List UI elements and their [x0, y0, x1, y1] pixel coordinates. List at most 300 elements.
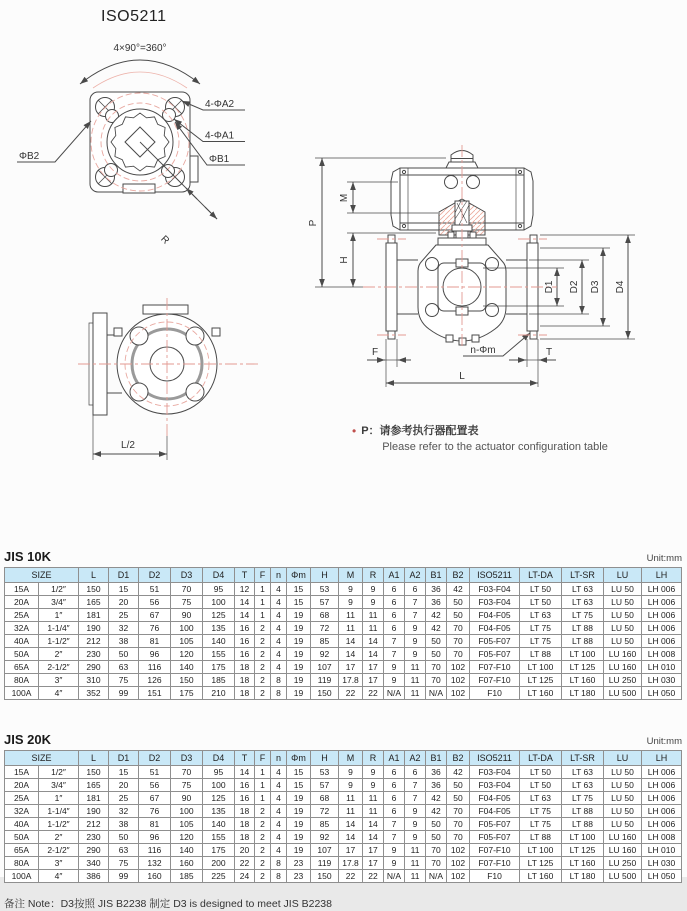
table-cell: 50A: [5, 648, 39, 661]
table-cell: 17: [363, 857, 384, 870]
table-cell: 25A: [5, 792, 39, 805]
table-cell: 42: [426, 609, 447, 622]
table-cell: 11: [405, 870, 426, 883]
table-row: [5, 661, 682, 674]
jis20k-table: [4, 750, 682, 883]
table-cell: 11: [405, 844, 426, 857]
table-cell: LT 63: [562, 596, 604, 609]
table-cell: 68: [311, 609, 339, 622]
table-cell: 125: [203, 792, 235, 805]
table-cell: 70: [426, 857, 447, 870]
table-cell: F03-F04: [470, 766, 520, 779]
column-header: R: [363, 568, 384, 583]
table-cell: 2-1/2″: [39, 661, 79, 674]
label-l-half: L/2: [121, 440, 135, 451]
table-cell: 20: [109, 779, 139, 792]
table-cell: 36: [426, 779, 447, 792]
table-cell: 2: [255, 805, 271, 818]
table-cell: 24: [235, 870, 255, 883]
table-cell: N/A: [384, 687, 405, 700]
table-cell: 181: [79, 609, 109, 622]
table-cell: 185: [203, 674, 235, 687]
label-phi-b1: ΦB1: [209, 154, 230, 165]
table-row: [5, 583, 682, 596]
table-cell: 99: [109, 870, 139, 883]
table-cell: LT 63: [562, 766, 604, 779]
table-cell: 11: [339, 622, 363, 635]
table-cell: LU 50: [604, 609, 642, 622]
table-cell: 4: [271, 622, 287, 635]
table-cell: 18: [235, 661, 255, 674]
table-cell: LT 63: [520, 792, 562, 805]
table-cell: LT 50: [520, 596, 562, 609]
table-cell: 19: [287, 648, 311, 661]
table-cell: 75: [109, 857, 139, 870]
table-cell: 57: [311, 596, 339, 609]
table-cell: 2″: [39, 648, 79, 661]
table-cell: 119: [311, 674, 339, 687]
table-cell: 6: [384, 805, 405, 818]
table-cell: F07-F10: [470, 674, 520, 687]
table-cell: 14: [339, 648, 363, 661]
table-cell: 11: [363, 622, 384, 635]
table-cell: 230: [79, 831, 109, 844]
table-cell: 119: [311, 857, 339, 870]
table-cell: 76: [139, 622, 171, 635]
column-header: L: [79, 751, 109, 766]
table-cell: 100A: [5, 870, 39, 883]
table-cell: 9: [384, 674, 405, 687]
table-cell: LT 160: [562, 857, 604, 870]
table-cell: 7: [384, 831, 405, 844]
table-cell: LU 50: [604, 805, 642, 818]
table-cell: 100A: [5, 687, 39, 700]
table-cell: 11: [363, 792, 384, 805]
table-cell: 96: [139, 648, 171, 661]
table-cell: 14: [363, 635, 384, 648]
column-header: A1: [384, 568, 405, 583]
table-cell: 150: [171, 674, 203, 687]
table-cell: LU 160: [604, 844, 642, 857]
label-t: T: [545, 347, 553, 358]
table-cell: LT 75: [520, 818, 562, 831]
table-cell: LU 500: [604, 870, 642, 883]
table-cell: 1: [255, 609, 271, 622]
column-header: D3: [171, 751, 203, 766]
column-header: n: [271, 568, 287, 583]
table-cell: F05-F07: [470, 818, 520, 831]
label-4-phi-a2: 4-ΦA2: [205, 99, 235, 110]
label-p: P: [308, 219, 319, 227]
iso5211-title: ISO5211: [101, 8, 167, 25]
table-cell: 7: [405, 792, 426, 805]
table-cell: 16: [235, 648, 255, 661]
table-cell: 9: [339, 779, 363, 792]
table-cell: 150: [79, 583, 109, 596]
table-cell: LH 010: [642, 844, 682, 857]
table-cell: 6: [384, 583, 405, 596]
table-cell: LT 100: [562, 648, 604, 661]
table-cell: 4: [271, 779, 287, 792]
table-cell: LT 100: [520, 661, 562, 674]
table-cell: 9: [405, 818, 426, 831]
table-cell: LU 250: [604, 674, 642, 687]
table-cell: 18: [235, 831, 255, 844]
column-header: A2: [405, 568, 426, 583]
table-cell: 190: [79, 622, 109, 635]
table-cell: 14: [235, 609, 255, 622]
table-cell: 9: [363, 596, 384, 609]
table-cell: 4: [271, 818, 287, 831]
table-cell: 32: [109, 805, 139, 818]
table-cell: 15A: [5, 583, 39, 596]
table-cell: F04-F05: [470, 805, 520, 818]
table-cell: 212: [79, 635, 109, 648]
table-cell: 95: [203, 583, 235, 596]
table-cell: N/A: [426, 687, 447, 700]
table-cell: 32A: [5, 622, 39, 635]
label-d3: D3: [590, 280, 601, 294]
table-cell: LU 50: [604, 635, 642, 648]
table-cell: 75: [171, 596, 203, 609]
note-line-en: Please refer to the actuator configuration table: [382, 440, 608, 453]
table-cell: 23: [287, 857, 311, 870]
table-cell: 14: [363, 831, 384, 844]
table-cell: 4: [271, 661, 287, 674]
table-cell: 19: [287, 805, 311, 818]
table-cell: LH 030: [642, 857, 682, 870]
table-cell: 50: [426, 635, 447, 648]
table-cell: 20A: [5, 779, 39, 792]
arc-dimension-label: 4×90°=360°: [113, 43, 167, 54]
table-row: [5, 596, 682, 609]
dimension-tables: [4, 549, 682, 911]
table-cell: 9: [405, 622, 426, 635]
table-cell: LH 006: [642, 622, 682, 635]
table-cell: F04-F05: [470, 609, 520, 622]
table-cell: 50: [447, 609, 470, 622]
table-cell: 9: [339, 583, 363, 596]
iso5211-top-view-drawing: [15, 30, 275, 260]
table-cell: 42: [426, 792, 447, 805]
table-cell: 11: [363, 609, 384, 622]
table-cell: 2: [255, 648, 271, 661]
table-cell: LT 160: [562, 674, 604, 687]
table-cell: 25A: [5, 609, 39, 622]
table-cell: 100: [203, 596, 235, 609]
table-cell: 96: [139, 831, 171, 844]
table-cell: LU 50: [604, 779, 642, 792]
note-code: P：: [361, 425, 380, 437]
column-header: M: [339, 568, 363, 583]
table-cell: LH 006: [642, 818, 682, 831]
table-cell: 6: [405, 583, 426, 596]
table-cell: 2: [255, 635, 271, 648]
table-cell: 81: [139, 818, 171, 831]
note-line-cn: [361, 424, 608, 440]
column-header: LT-DA: [520, 751, 562, 766]
table-cell: 1: [255, 583, 271, 596]
table-cell: 155: [203, 831, 235, 844]
label-r: R: [158, 233, 172, 247]
column-header: LU: [604, 568, 642, 583]
table-cell: 9: [405, 805, 426, 818]
actuator-note: [352, 424, 608, 456]
label-n-phi-m: n-Φm: [470, 345, 496, 356]
table-row: [5, 648, 682, 661]
table-cell: 120: [171, 831, 203, 844]
table-cell: 80A: [5, 857, 39, 870]
table-cell: 14: [339, 818, 363, 831]
table-cell: 102: [447, 674, 470, 687]
table-cell: LT 125: [520, 857, 562, 870]
table-cell: 1-1/2″: [39, 818, 79, 831]
table-cell: 11: [363, 805, 384, 818]
table-cell: 125: [203, 609, 235, 622]
table-cell: 116: [139, 661, 171, 674]
table-cell: 70: [447, 831, 470, 844]
table-cell: 6: [384, 766, 405, 779]
table-cell: LT 88: [520, 648, 562, 661]
table-cell: 1: [255, 779, 271, 792]
table-cell: 81: [139, 635, 171, 648]
table-cell: 212: [79, 818, 109, 831]
table-cell: 160: [171, 857, 203, 870]
column-header: A1: [384, 751, 405, 766]
column-header: Φm: [287, 751, 311, 766]
table-cell: 200: [203, 857, 235, 870]
note-text-cn: 请参考执行器配置表: [379, 425, 479, 437]
table-cell: 140: [203, 818, 235, 831]
table-cell: LT 75: [520, 622, 562, 635]
table-cell: 185: [171, 870, 203, 883]
table-cell: 15: [287, 583, 311, 596]
table-cell: 175: [171, 687, 203, 700]
table-cell: 9: [384, 844, 405, 857]
table-block-jis20k: [4, 732, 682, 883]
table-cell: 17: [363, 844, 384, 857]
table-row: [5, 622, 682, 635]
table-cell: 4: [271, 609, 287, 622]
column-header: B2: [447, 568, 470, 583]
table-cell: 102: [447, 844, 470, 857]
table-cell: LT 75: [520, 805, 562, 818]
valve-front-view-drawing: [305, 135, 680, 400]
column-header: B1: [426, 751, 447, 766]
table-cell: 17.8: [339, 674, 363, 687]
table-cell: 63: [109, 844, 139, 857]
column-header: LU: [604, 751, 642, 766]
table-cell: 352: [79, 687, 109, 700]
footer-note: 备注 Note：D3按照 JIS B2238 制定 D3 is designed to meet JIS B2238: [4, 898, 332, 910]
table-cell: 99: [109, 687, 139, 700]
table-cell: 9: [363, 766, 384, 779]
table-cell: LT 125: [520, 674, 562, 687]
table-cell: 15A: [5, 766, 39, 779]
table-cell: 51: [139, 583, 171, 596]
column-header: ISO5211: [470, 751, 520, 766]
table-cell: LT 75: [520, 635, 562, 648]
table-cell: F03-F04: [470, 596, 520, 609]
column-header: T: [235, 568, 255, 583]
table-cell: LU 50: [604, 583, 642, 596]
table-cell: 70: [447, 805, 470, 818]
table-cell: F07-F10: [470, 661, 520, 674]
table-cell: 3″: [39, 857, 79, 870]
table-cell: LU 50: [604, 622, 642, 635]
table-cell: LT 180: [562, 870, 604, 883]
table-cell: LH 030: [642, 674, 682, 687]
table-cell: 140: [203, 635, 235, 648]
table-cell: 92: [311, 648, 339, 661]
table-cell: 70: [447, 818, 470, 831]
table-cell: 50A: [5, 831, 39, 844]
table-cell: 11: [405, 661, 426, 674]
table-cell: 6: [384, 622, 405, 635]
table-cell: LU 50: [604, 818, 642, 831]
table-cell: 40A: [5, 818, 39, 831]
table-cell: 50: [426, 818, 447, 831]
table-title-jis10k: JIS 10K: [4, 549, 51, 564]
table-cell: 42: [426, 805, 447, 818]
table-cell: 7: [384, 818, 405, 831]
table-cell: 2: [255, 818, 271, 831]
table-cell: 1″: [39, 609, 79, 622]
table-cell: 25: [109, 792, 139, 805]
table-cell: 16: [235, 779, 255, 792]
table-cell: 4″: [39, 687, 79, 700]
table-cell: 3/4″: [39, 779, 79, 792]
table-title-jis20k: JIS 20K: [4, 732, 51, 747]
table-cell: 4: [271, 635, 287, 648]
table-cell: LH 050: [642, 687, 682, 700]
table-cell: 50: [426, 831, 447, 844]
label-4-phi-a1: 4-ΦA1: [205, 130, 235, 142]
table-cell: 9: [363, 779, 384, 792]
table-cell: 11: [339, 805, 363, 818]
table-cell: 175: [203, 844, 235, 857]
table-cell: 20A: [5, 596, 39, 609]
table-row: [5, 766, 682, 779]
table-cell: LT 63: [562, 583, 604, 596]
table-cell: 18: [235, 818, 255, 831]
table-cell: 1/2″: [39, 766, 79, 779]
table-cell: 19: [287, 661, 311, 674]
column-header: LT-SR: [562, 751, 604, 766]
table-cell: 70: [171, 583, 203, 596]
table-cell: 155: [203, 648, 235, 661]
table-cell: 9: [363, 583, 384, 596]
table-cell: F05-F07: [470, 635, 520, 648]
table-block-jis10k: [4, 549, 682, 700]
table-cell: LT 88: [562, 818, 604, 831]
table-cell: 19: [287, 844, 311, 857]
table-cell: 4: [271, 805, 287, 818]
label-d2: D2: [569, 280, 580, 294]
table-cell: 70: [447, 648, 470, 661]
table-cell: 70: [447, 622, 470, 635]
table-cell: 12: [235, 583, 255, 596]
table-cell: 14: [363, 818, 384, 831]
table-cell: 7: [384, 635, 405, 648]
table-cell: LT 160: [520, 870, 562, 883]
label-h: H: [339, 256, 350, 264]
unit-label: Unit:mm: [646, 553, 682, 564]
table-cell: 15: [287, 779, 311, 792]
table-cell: 75: [171, 779, 203, 792]
table-cell: N/A: [384, 870, 405, 883]
table-cell: 18: [235, 687, 255, 700]
table-cell: 72: [311, 805, 339, 818]
table-cell: LT 160: [520, 687, 562, 700]
table-cell: 1-1/2″: [39, 635, 79, 648]
table-cell: 19: [287, 792, 311, 805]
table-cell: 17.8: [339, 857, 363, 870]
table-cell: F07-F10: [470, 857, 520, 870]
table-cell: LU 160: [604, 831, 642, 844]
table-cell: 19: [287, 622, 311, 635]
column-header: R: [363, 751, 384, 766]
table-cell: LU 160: [604, 661, 642, 674]
table-cell: 65A: [5, 844, 39, 857]
table-cell: 90: [171, 609, 203, 622]
table-cell: 65A: [5, 661, 39, 674]
table-cell: 92: [311, 831, 339, 844]
table-cell: 165: [79, 779, 109, 792]
table-heading-row: [4, 549, 682, 564]
table-cell: F05-F07: [470, 831, 520, 844]
table-cell: 4: [271, 583, 287, 596]
column-header: A2: [405, 751, 426, 766]
column-header: D4: [203, 751, 235, 766]
column-header: F: [255, 568, 271, 583]
table-cell: LT 100: [520, 844, 562, 857]
table-cell: 17: [363, 661, 384, 674]
table-cell: LT 75: [562, 609, 604, 622]
table-cell: 19: [287, 635, 311, 648]
table-cell: 32A: [5, 805, 39, 818]
table-cell: F04-F05: [470, 792, 520, 805]
table-cell: 51: [139, 766, 171, 779]
table-cell: 18: [235, 674, 255, 687]
table-cell: 102: [447, 661, 470, 674]
label-d4: D4: [615, 280, 626, 294]
table-cell: 9: [405, 648, 426, 661]
table-cell: 4: [271, 844, 287, 857]
table-cell: LH 006: [642, 596, 682, 609]
table-cell: LH 008: [642, 831, 682, 844]
table-cell: 17: [339, 844, 363, 857]
table-cell: 3″: [39, 674, 79, 687]
column-header: F: [255, 751, 271, 766]
table-cell: 76: [139, 805, 171, 818]
table-cell: 4″: [39, 870, 79, 883]
table-cell: 165: [79, 596, 109, 609]
column-header: D3: [171, 568, 203, 583]
table-cell: 15: [109, 766, 139, 779]
table-cell: 20: [109, 596, 139, 609]
table-cell: 210: [203, 687, 235, 700]
table-cell: 80A: [5, 674, 39, 687]
table-cell: 2: [255, 674, 271, 687]
column-header: H: [311, 568, 339, 583]
table-cell: 2-1/2″: [39, 844, 79, 857]
table-cell: 230: [79, 648, 109, 661]
column-header: LH: [642, 751, 682, 766]
table-cell: 9: [339, 596, 363, 609]
table-cell: 2: [255, 687, 271, 700]
table-cell: 85: [311, 635, 339, 648]
